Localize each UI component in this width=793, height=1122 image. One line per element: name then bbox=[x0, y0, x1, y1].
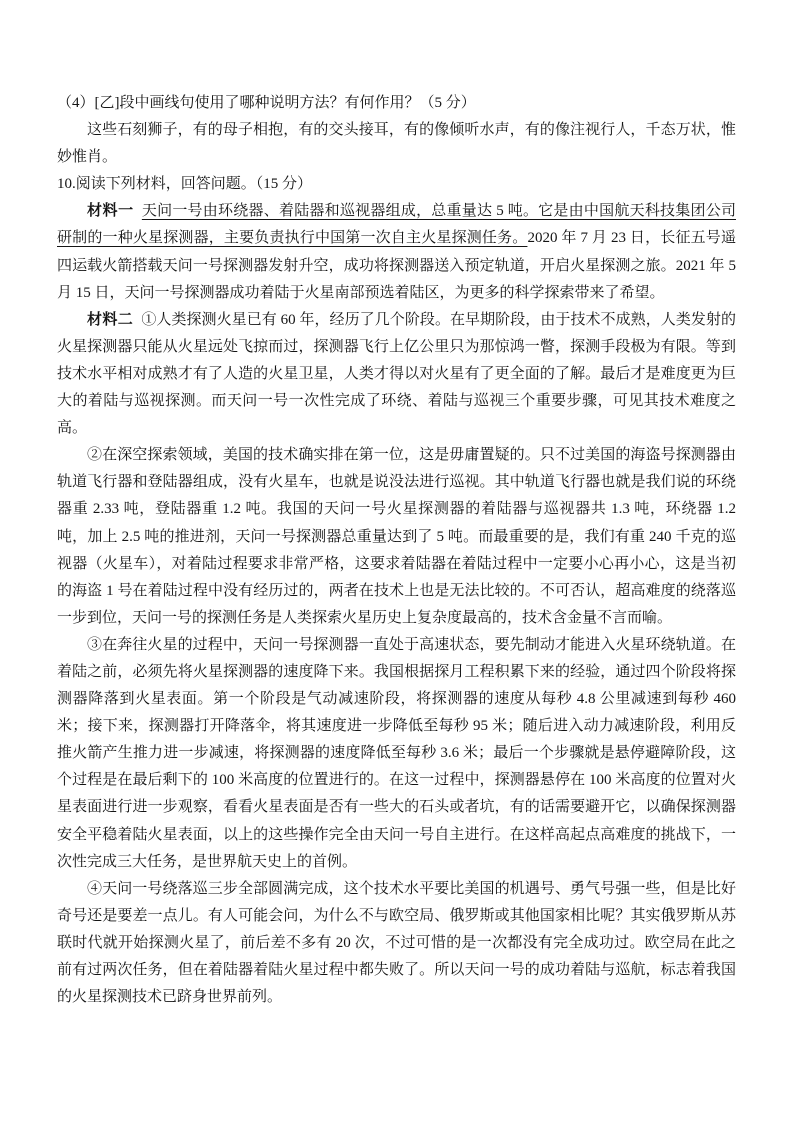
material-2-label: 材料二 bbox=[87, 311, 134, 328]
material-2-paragraph-1 bbox=[57, 307, 736, 442]
material-1-paragraph bbox=[57, 198, 736, 306]
material-2-paragraph-3: ③在奔往火星的过程中，天问一号探测器一直处于高速状态，要先制动才能进入火星环绕轨道。在着陆之前，必须先将火星探测器的速度降下来。我国根据探月工程积累下来的经验，通过四个阶段将探测器降落到火星表面。第一个阶段是气动减速阶段，将探测器的速度从每秒 4.8 公里减速到每秒 460 米；接下来，探测器打开降落伞，将其速度进一步降低至每秒 95 米；随后进入动力减速阶段，利用反推火箭产生推力进一步减速，将探测器的速度降低至每秒 3.6 米；最后一个步骤就是悬停避障阶段，这个过程是在最后剩下的 100 米高度的位置进行的。在这一过程中，探测器悬停在 100 米高度的位置对火星表面进行进一步观察，看看火星表面是否有一些大的石头或者坑，有的话需要避开它，以确保探测器安全平稳着陆火星表面，以上的这些操作完全由天问一号自主进行。在这样高起点高难度的挑战下，一次性完成三大任务，是世界航天史上的首例。 bbox=[57, 636, 736, 870]
material-2-paragraph-4: ④天问一号绕落巡三步全部圆满完成，这个技术水平要比美国的机遇号、勇气号强一些，但是比好奇号还是要差一点儿。有人可能会问，为什么不与欧空局、俄罗斯或其他国家相比呢？其实俄罗斯从苏联时代就开始探测火星了，前后差不多有 20 次，不过可惜的是一次都没有完全成功过。欧空局在此之前有过两次任务，但在着陆器着陆火星过程中都失败了。所以天问一号的成功着陆与巡航，标志着我国的火星探测技术已跻身世界前列。 bbox=[57, 880, 736, 1006]
material-1-body-text: 2020 年 7 月 23 日，长征五号遥四运载火箭搭载天问一号探测器发射升空，成功将探测器送入预定轨道，开启火星探测之旅。2021 年 5 月 15 日，天问一号探测器成功着陆于火星南部预选着陆区，为更多的科学探索带来了希望。 bbox=[57, 230, 736, 301]
material-1-underlined-sentence: 天问一号由环绕器、着陆器和巡视器组成，总重量达 5 吨。它是由中国航天科技集团公司研制的一种火星探测器，主要负责执行中国第一次自主火星探测任务。 bbox=[57, 203, 736, 247]
question-4: （4）[乙]段中画线句使用了哪种说明方法？有何作用？（5 分） bbox=[57, 95, 476, 111]
material-2-para-1-text: ①人类探测火星已有 60 年，经历了几个阶段。在早期阶段，由于技术不成熟，人类发射的火星探测器只能从火星远处飞掠而过，探测器飞行上亿公里只为那惊鸿一瞥，探测手段极为有限。等到技术水平相对成熟才有了人造的火星卫星，人类才得以对火星有了更全面的了解。最后才是难度更为巨大的着陆与巡视探测。而天问一号一次性完成了环绕、着陆与巡视三个重要步骤，可见其技术难度之高。 bbox=[57, 311, 736, 437]
material-2-paragraph-2: ②在深空探索领域，美国的技术确实排在第一位，这是毋庸置疑的。只不过美国的海盗号探测器由轨道飞行器和登陆器组成，没有火星车，也就是说没法进行巡视。其中轨道飞行器也就是我们说的环绕器重 2.33 吨，登陆器重 1.2 吨。我国的天问一号火星探测器的着陆器与巡视器共 1.3 吨，环绕器 1.2 吨，加上 2.5 吨的推进剂，天问一号探测器总重量达到了 5 吨。而最重要的是，我们有重 240 千克的巡视器（火星车），对着陆过程要求非常严格，这要求着陆器在着陆过程中一定要小心再小心，这是当初的海盗 1 号在着陆过程中没有经历过的，两者在技术上也是无法比较的。不可否认，超高难度的绕落巡一步到位，天问一号的探测任务是人类探索火星历史上复杂度最高的，技术含金量不言而喻。 bbox=[57, 447, 736, 626]
material-1-label: 材料一 bbox=[87, 203, 134, 220]
question-10: 10.阅读下列材料，回答问题。（15 分） bbox=[57, 176, 313, 193]
quoted-passage: 这些石刻狮子，有的母子相抱，有的交头接耳，有的像倾听水声，有的像注视行人，千态万状，惟妙惟肖。 bbox=[57, 122, 736, 166]
